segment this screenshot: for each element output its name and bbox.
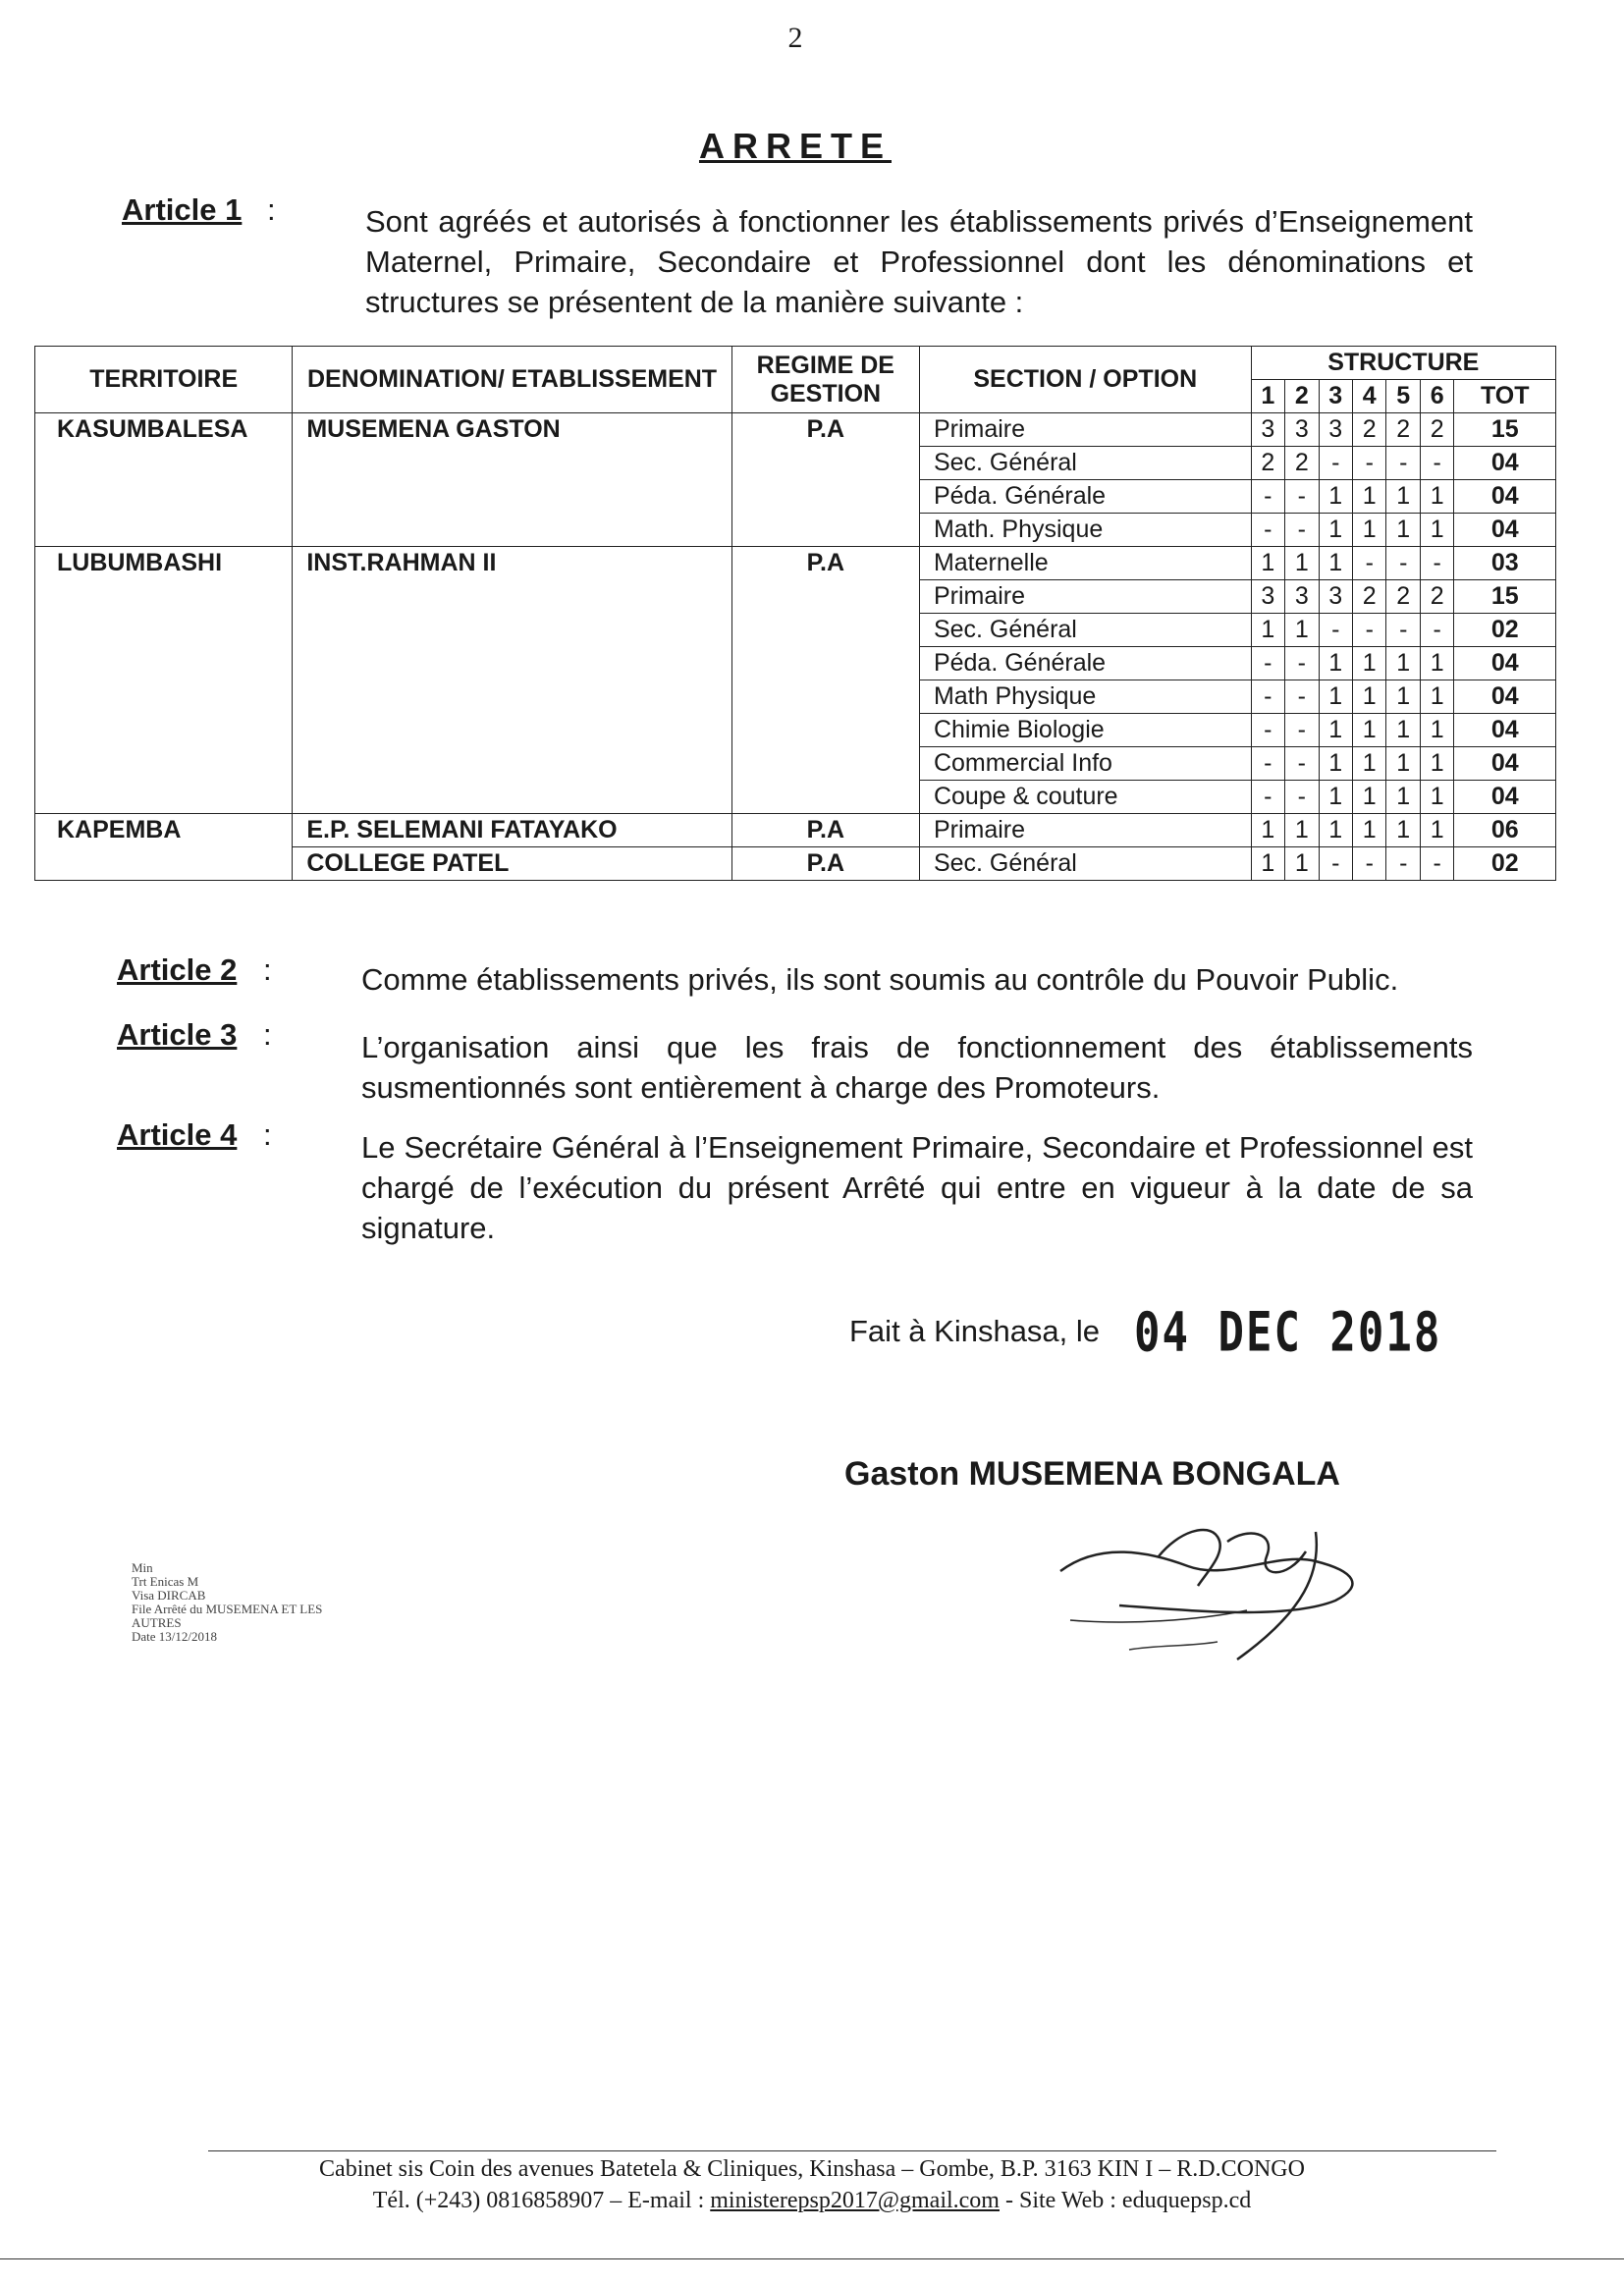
structure-cell-5: 2 [1386,580,1420,614]
structure-cell-3: 3 [1319,413,1352,447]
structure-cell-1: - [1251,747,1284,781]
etablissement-cell: COLLEGE PATEL [293,847,731,881]
regime-cell [731,781,919,814]
header-structure: STRUCTURE [1251,347,1555,380]
structure-cell-3: - [1319,447,1352,480]
total-cell: 04 [1454,747,1556,781]
header-denomination: DENOMINATION/ ETABLISSEMENT [293,347,731,413]
total-cell: 02 [1454,847,1556,881]
structure-cell-6: 1 [1420,480,1453,514]
table-row [35,580,1556,614]
territoire-cell [35,447,293,480]
structure-cell-1: 1 [1251,547,1284,580]
table-row [35,680,1556,714]
article-2-text: Comme établissements privés, ils sont soumis au contrôle du Pouvoir Public. [361,962,1399,997]
section-cell: Sec. Général [919,614,1251,647]
territoire-cell [35,614,293,647]
header-territoire: TERRITOIRE [35,347,293,413]
regime-cell [731,747,919,781]
structure-cell-5: - [1386,847,1420,881]
structure-cell-3: 1 [1319,781,1352,814]
structure-cell-6: 1 [1420,747,1453,781]
table-row [35,781,1556,814]
structure-cell-2: 1 [1285,614,1319,647]
etablissement-cell [293,514,731,547]
structure-cell-2: 3 [1285,413,1319,447]
structure-cell-5: - [1386,614,1420,647]
table-row [35,647,1556,680]
regime-cell [731,647,919,680]
section-cell: Primaire [919,814,1251,847]
section-cell: Chimie Biologie [919,714,1251,747]
article-4-colon: : [263,1117,272,1152]
structure-cell-1: 3 [1251,413,1284,447]
structure-cell-3: 1 [1319,714,1352,747]
structure-cell-2: - [1285,514,1319,547]
regime-cell [731,514,919,547]
structure-cell-1: 3 [1251,580,1284,614]
territoire-cell [35,480,293,514]
total-cell: 02 [1454,614,1556,647]
structure-cell-3: 1 [1319,514,1352,547]
article-1-text: Sont agréés et autorisés à fonctionner les établissements privés d’Enseignement Maternel, Primaire, Secondaire et Professionnel dont les dénominations et structures se présentent de la manière suivante : [365,204,1473,319]
ref-line: File Arrêté du MUSEMENA ET LES [132,1602,323,1616]
structure-cell-3: 1 [1319,547,1352,580]
establishments-table [34,346,1556,881]
etablissement-cell: INST.RAHMAN II [293,547,731,580]
section-cell: Péda. Générale [919,647,1251,680]
table-row [35,847,1556,881]
page-bottom-divider [0,2258,1624,2259]
etablissement-cell [293,714,731,747]
structure-cell-3: - [1319,847,1352,881]
total-cell: 03 [1454,547,1556,580]
structure-cell-4: - [1353,847,1386,881]
structure-cell-1: - [1251,514,1284,547]
regime-cell: P.A [731,814,919,847]
structure-cell-6: - [1420,447,1453,480]
file-references [132,1561,322,1644]
header-col-4: 4 [1353,380,1386,413]
structure-cell-4: 1 [1353,714,1386,747]
signatory-name: Gaston MUSEMENA BONGALA [844,1455,1340,1493]
article-4-text: Le Secrétaire Général à l’Enseignement Primaire, Secondaire et Professionnel est chargé de l’exécution du présent Arrêté qui entre en vigueur à la date de sa signature. [361,1130,1473,1245]
structure-cell-2: - [1285,781,1319,814]
total-cell: 04 [1454,714,1556,747]
section-cell: Coupe & couture [919,781,1251,814]
article-3-colon: : [263,1017,272,1052]
document-title: ARRETE [698,126,892,166]
structure-cell-2: - [1285,480,1319,514]
total-cell: 04 [1454,647,1556,680]
regime-cell [731,580,919,614]
ref-line: Date 13/12/2018 [132,1629,218,1644]
total-cell: 15 [1454,580,1556,614]
territoire-cell [35,514,293,547]
structure-cell-6: - [1420,847,1453,881]
ref-line: Visa DIRCAB [132,1588,206,1603]
structure-cell-6: 2 [1420,580,1453,614]
table-row [35,814,1556,847]
etablissement-cell [293,580,731,614]
structure-cell-1: - [1251,714,1284,747]
structure-cell-3: 1 [1319,747,1352,781]
structure-cell-2: 1 [1285,547,1319,580]
etablissement-cell [293,447,731,480]
regime-cell [731,614,919,647]
structure-cell-5: 2 [1386,413,1420,447]
structure-cell-5: 1 [1386,647,1420,680]
table-row [35,514,1556,547]
structure-cell-4: 1 [1353,814,1386,847]
regime-cell [731,680,919,714]
structure-cell-5: - [1386,447,1420,480]
total-cell: 04 [1454,781,1556,814]
footer-address: Cabinet sis Coin des avenues Batetela & Cliniques, Kinshasa – Gombe, B.P. 3163 KIN I – R.D.CONGO [319,2156,1305,2182]
structure-cell-5: 1 [1386,747,1420,781]
structure-cell-6: 1 [1420,781,1453,814]
territoire-cell: LUBUMBASHI [35,547,293,580]
ref-line: Trt Enicas M [132,1574,199,1589]
territoire-cell [35,847,293,881]
etablissement-cell [293,647,731,680]
ref-line: AUTRES [132,1615,182,1630]
structure-cell-4: - [1353,614,1386,647]
footer-tel: Tél. (+243) 0816858907 – E-mail : [372,2188,711,2213]
footer-website: - Site Web : eduquepsp.cd [999,2188,1252,2213]
total-cell: 04 [1454,514,1556,547]
structure-cell-3: 1 [1319,647,1352,680]
structure-cell-6: 2 [1420,413,1453,447]
structure-cell-2: 1 [1285,814,1319,847]
structure-cell-6: - [1420,547,1453,580]
structure-cell-5: 1 [1386,680,1420,714]
section-cell: Sec. Général [919,847,1251,881]
structure-cell-4: 1 [1353,781,1386,814]
territoire-cell [35,580,293,614]
structure-cell-5: 1 [1386,814,1420,847]
table-row [35,447,1556,480]
structure-cell-5: 1 [1386,480,1420,514]
structure-cell-5: 1 [1386,714,1420,747]
footer-contact [0,2188,1624,2214]
table-row [35,714,1556,747]
structure-cell-5: 1 [1386,781,1420,814]
total-cell: 15 [1454,413,1556,447]
article-2-colon: : [263,952,272,987]
structure-cell-2: - [1285,714,1319,747]
section-cell: Commercial Info [919,747,1251,781]
ref-line: Min [132,1560,153,1575]
page-number: 2 [787,22,803,54]
structure-cell-1: - [1251,480,1284,514]
section-cell: Sec. Général [919,447,1251,480]
header-regime: REGIME DE GESTION [731,347,919,413]
header-col-tot: TOT [1454,380,1556,413]
territoire-cell: KASUMBALESA [35,413,293,447]
territoire-cell [35,680,293,714]
footer-divider [208,2150,1496,2151]
total-cell: 04 [1454,447,1556,480]
etablissement-cell [293,480,731,514]
structure-cell-4: 1 [1353,680,1386,714]
structure-cell-6: 1 [1420,514,1453,547]
structure-cell-4: 2 [1353,413,1386,447]
structure-cell-6: - [1420,614,1453,647]
header-section: SECTION / OPTION [919,347,1251,413]
structure-cell-3: 1 [1319,680,1352,714]
structure-cell-3: 3 [1319,580,1352,614]
etablissement-cell [293,747,731,781]
structure-cell-5: - [1386,547,1420,580]
etablissement-cell: E.P. SELEMANI FATAYAKO [293,814,731,847]
section-cell: Péda. Générale [919,480,1251,514]
article-3-text: L’organisation ainsi que les frais de fonctionnement des établissements susmentionnés sont entièrement à charge des Promoteurs. [361,1030,1473,1105]
structure-cell-4: 1 [1353,514,1386,547]
structure-cell-4: 1 [1353,647,1386,680]
structure-cell-6: 1 [1420,814,1453,847]
structure-cell-6: 1 [1420,647,1453,680]
regime-cell [731,714,919,747]
structure-cell-3: 1 [1319,480,1352,514]
structure-cell-4: 1 [1353,480,1386,514]
structure-cell-6: 1 [1420,680,1453,714]
section-cell: Math Physique [919,680,1251,714]
etablissement-cell: MUSEMENA GASTON [293,413,731,447]
structure-cell-6: 1 [1420,714,1453,747]
regime-cell [731,447,919,480]
territoire-cell [35,781,293,814]
article-1-colon: : [267,192,276,227]
territoire-cell [35,647,293,680]
header-col-1: 1 [1251,380,1284,413]
structure-cell-1: - [1251,680,1284,714]
territoire-cell: KAPEMBA [35,814,293,847]
footer-email-link[interactable]: ministerepsp2017@gmail.com [710,2188,1000,2213]
table-row [35,413,1556,447]
territoire-cell [35,714,293,747]
structure-cell-1: 1 [1251,814,1284,847]
structure-cell-4: 1 [1353,747,1386,781]
article-2-label: Article 2 [117,952,238,987]
structure-cell-5: 1 [1386,514,1420,547]
table-row [35,480,1556,514]
structure-cell-2: - [1285,647,1319,680]
structure-cell-3: - [1319,614,1352,647]
territoire-cell [35,747,293,781]
article-1-label: Article 1 [122,192,243,227]
place-date-label: Fait à Kinshasa, le [849,1314,1101,1348]
section-cell: Maternelle [919,547,1251,580]
structure-cell-1: 2 [1251,447,1284,480]
structure-cell-1: 1 [1251,847,1284,881]
date-stamp: 04 DEC 2018 [1134,1301,1442,1365]
structure-cell-1: - [1251,781,1284,814]
structure-cell-4: - [1353,447,1386,480]
total-cell: 06 [1454,814,1556,847]
regime-cell: P.A [731,847,919,881]
header-col-6: 6 [1420,380,1453,413]
section-cell: Primaire [919,413,1251,447]
header-col-2: 2 [1285,380,1319,413]
structure-cell-2: 1 [1285,847,1319,881]
structure-cell-3: 1 [1319,814,1352,847]
article-4-label: Article 4 [117,1117,238,1152]
structure-cell-2: - [1285,680,1319,714]
structure-cell-2: 2 [1285,447,1319,480]
etablissement-cell [293,614,731,647]
regime-cell: P.A [731,547,919,580]
handwritten-signature [1041,1512,1394,1679]
structure-cell-1: 1 [1251,614,1284,647]
etablissement-cell [293,680,731,714]
regime-cell [731,480,919,514]
total-cell: 04 [1454,480,1556,514]
structure-cell-1: - [1251,647,1284,680]
section-cell: Primaire [919,580,1251,614]
structure-cell-4: - [1353,547,1386,580]
table-row [35,547,1556,580]
total-cell: 04 [1454,680,1556,714]
etablissement-cell [293,781,731,814]
header-col-3: 3 [1319,380,1352,413]
section-cell: Math. Physique [919,514,1251,547]
table-row [35,747,1556,781]
table-row [35,614,1556,647]
regime-cell: P.A [731,413,919,447]
structure-cell-4: 2 [1353,580,1386,614]
structure-cell-2: - [1285,747,1319,781]
structure-cell-2: 3 [1285,580,1319,614]
article-3-label: Article 3 [117,1017,238,1052]
header-col-5: 5 [1386,380,1420,413]
